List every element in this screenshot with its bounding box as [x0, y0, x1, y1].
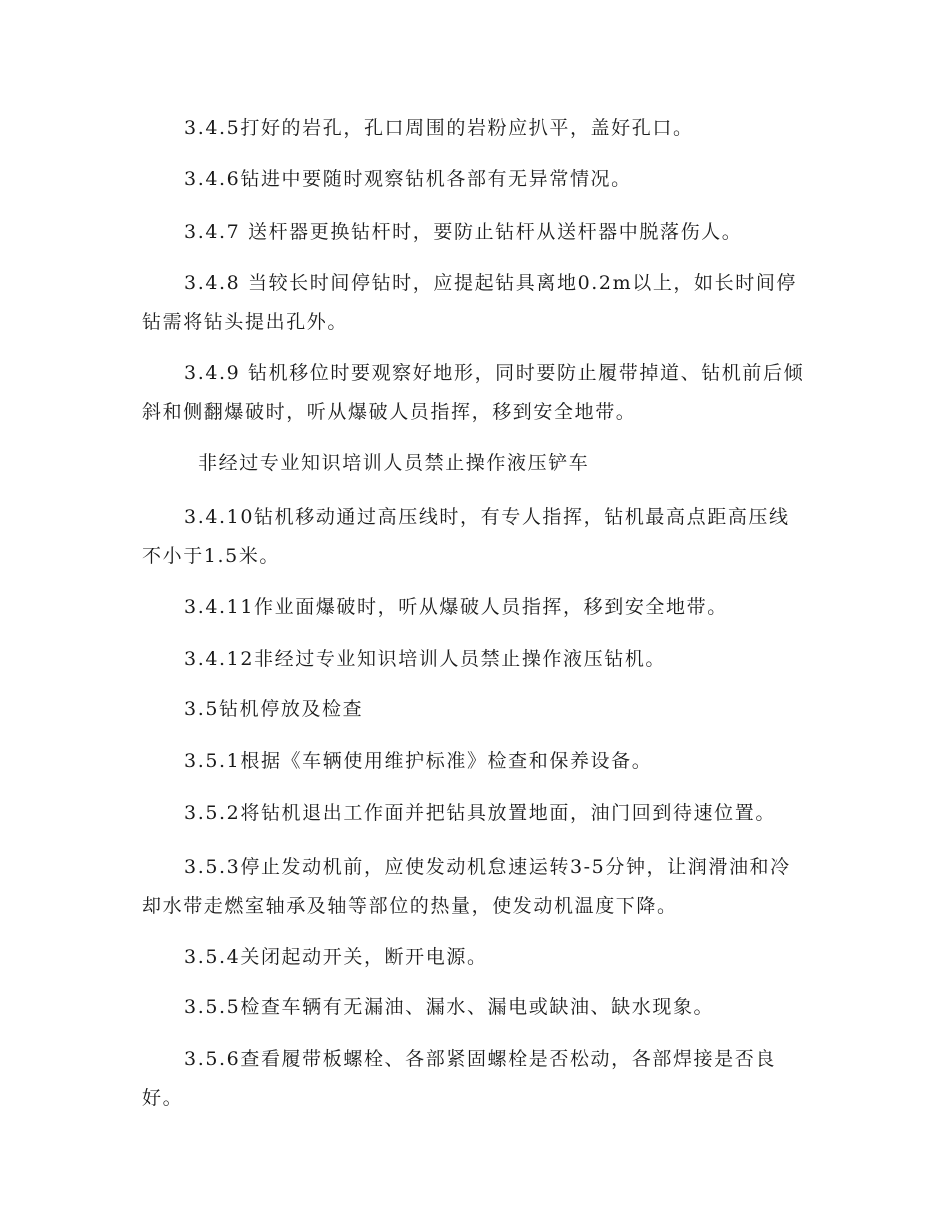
paragraph-3-5-1: 3.5.1根据《车辆使用维护标准》检查和保养设备。: [184, 750, 653, 772]
paragraph-3-4-10: 3.4.10钻机移动通过高压线时，有专人指挥，钻机最高点距高压线不小于1.5米。: [142, 506, 790, 567]
paragraph-3-4-9: 3.4.9 钻机移位时要观察好地形，同时要防止履带掉道、钻机前后倾斜和侧翻爆破时，听从爆破人员指挥，移到安全地带。: [142, 362, 805, 423]
section-heading-3-5: 3.5钻机停放及检查: [184, 698, 364, 720]
paragraph-3-5-4: 3.5.4关闭起动开关，断开电源。: [184, 946, 488, 968]
paragraph-3-5-3: 3.5.3停止发动机前，应使发动机怠速运转3-5分钟，让润滑油和冷却水带走燃室轴承及轴等部位的热量，使发动机温度下降。: [142, 856, 791, 917]
paragraph-3-4-12: 3.4.12非经过专业知识培训人员禁止操作液压钻机。: [184, 648, 667, 670]
paragraph-3-4-11: 3.4.11作业面爆破时，听从爆破人员指挥，移到安全地带。: [184, 596, 728, 618]
paragraph-3-5-6: 3.5.6查看履带板螺栓、各部紧固螺栓是否松动，各部焊接是否良好。: [142, 1048, 776, 1109]
paragraph-3-4-6: 3.4.6钻进中要随时观察钻机各部有无异常情况。: [184, 168, 632, 190]
paragraph-3-4-5: 3.4.5打好的岩孔，孔口周围的岩粉应扒平，盖好孔口。: [184, 117, 694, 139]
paragraph-3-4-8: 3.4.8 当较长时间停钻时，应提起钻具离地0.2m以上，如长时间停钻需将钻头提出孔外。: [142, 272, 798, 333]
paragraph-3-5-2: 3.5.2将钻机退出工作面并把钻具放置地面，油门回到待速位置。: [184, 802, 776, 824]
paragraph-note: 非经过专业知识培训人员禁止操作液压铲车: [198, 452, 590, 474]
paragraph-3-4-7: 3.4.7 送杆器更换钻杆时，要防止钻杆从送杆器中脱落伤人。: [184, 221, 743, 243]
paragraph-3-5-5: 3.5.5检查车辆有无漏油、漏水、漏电或缺油、缺水现象。: [184, 996, 715, 1018]
